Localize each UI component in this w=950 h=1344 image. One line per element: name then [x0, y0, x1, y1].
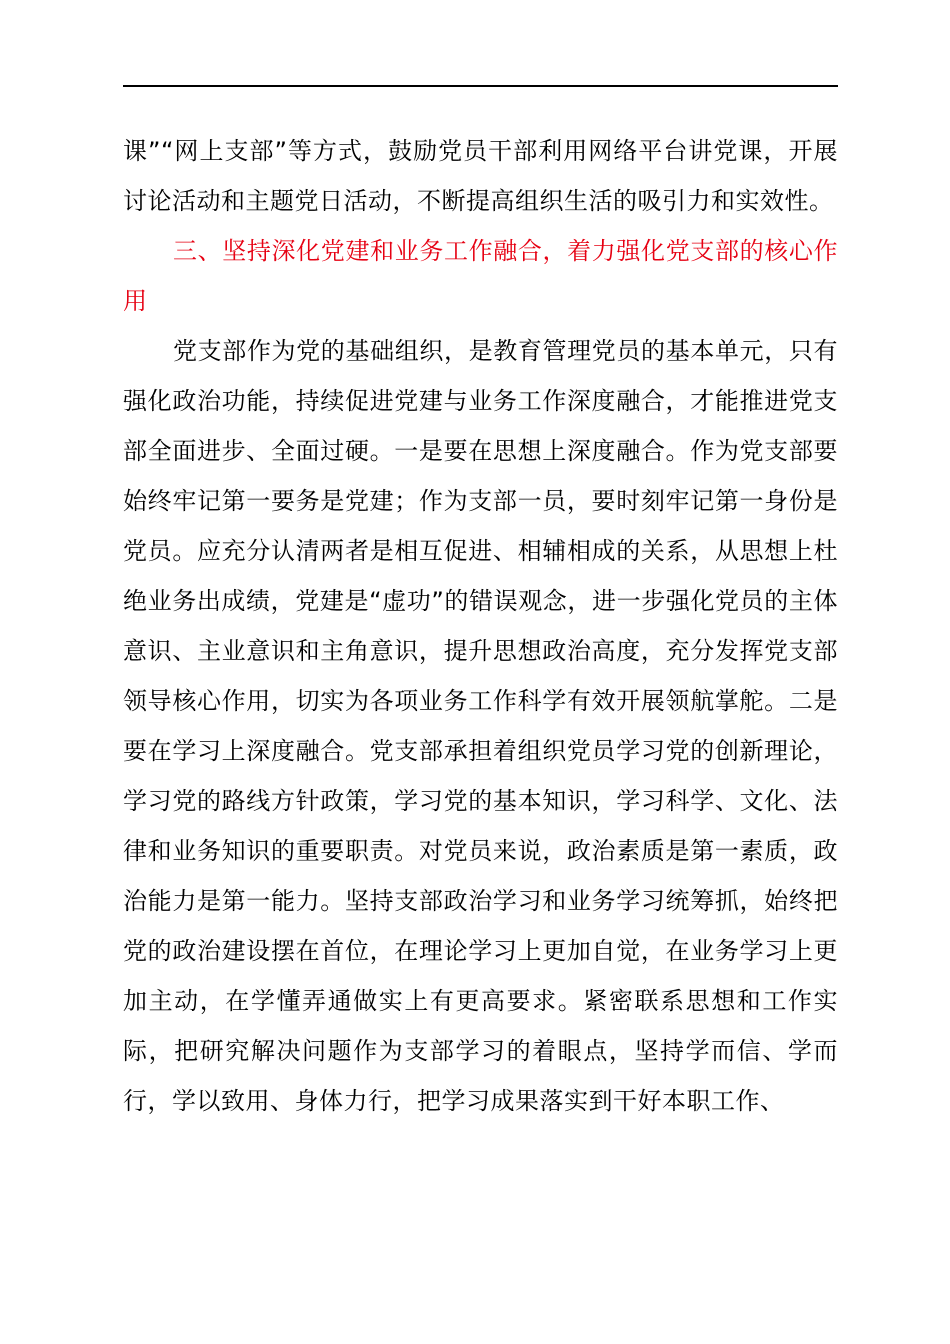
header-rule — [123, 85, 838, 87]
paragraph-body: 党支部作为党的基础组织，是教育管理党员的基本单元，只有强化政治功能，持续促进党建与业务工作深度融合，才能推进党支部全面进步、全面过硬。一是要在思想上深度融合。作为党支部要始终牢记第一要务是党建；作为支部一员，要时刻牢记第一身份是党员。应充分认清两者是相互促进、相辅相成的关系，从思想上杜绝业务出成绩，党建是“虚功”的错误观念，进一步强化党员的主体意识、主业意识和主角意识，提升思想政治高度，充分发挥党支部领导核心作用，切实为各项业务工作科学有效开展领航掌舵。二是要在学习上深度融合。党支部承担着组织党员学习党的创新理论，学习党的路线方针政策，学习党的基本知识，学习科学、文化、法律和业务知识的重要职责。对党员来说，政治素质是第一素质，政治能力是第一能力。坚持支部政治学习和业务学习统筹抓，始终把党的政治建设摆在首位，在理论学习上更加自觉，在业务学习上更加主动，在学懂弄通做实上有更高要求。紧密联系思想和工作实际，把研究解决问题作为支部学习的着眼点，坚持学而信、学而行，学以致用、身体力行，把学习成果落实到干好本职工作、 — [123, 337, 838, 1115]
paragraph-continuation: 课”“网上支部”等方式，鼓励党员干部利用网络平台讲党课，开展讨论活动和主题党日活动，不断提高组织生活的吸引力和实效性。 — [123, 137, 838, 215]
section-heading: 三、坚持深化党建和业务工作融合，着力强化党支部的核心作用 — [123, 237, 838, 315]
document-body — [123, 126, 838, 1126]
